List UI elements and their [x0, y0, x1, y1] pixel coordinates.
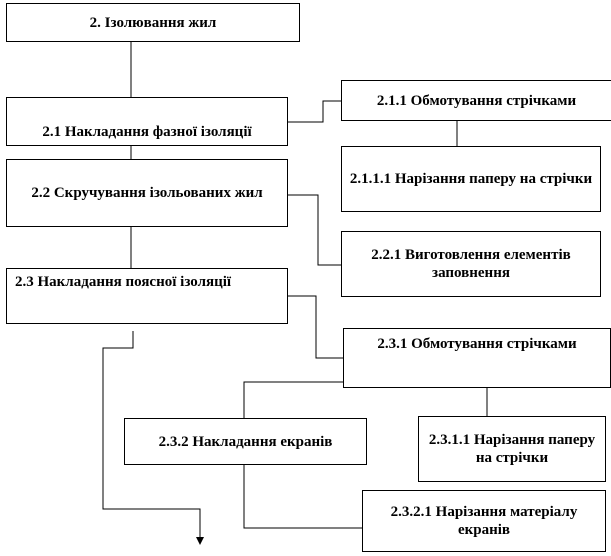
node-2-2-1: 2.2.1 Виготовлення елементів заповнення — [341, 231, 601, 297]
node-2-3-1: 2.3.1 Обмотування стрічками — [343, 328, 611, 388]
connector-2-2-to-2-2-1 — [288, 195, 341, 265]
connector-2-3-to-2-3-1 — [288, 296, 343, 358]
node-2-3-2-1: 2.3.2.1 Нарізання матеріалу екранів — [362, 490, 606, 552]
connector-2-3-1-to-2-3-2 — [244, 382, 343, 418]
node-2-3-2: 2.3.2 Накладання екранів — [124, 418, 367, 465]
node-2-1-1: 2.1.1 Обмотування стрічками — [341, 80, 611, 121]
node-2-2: 2.2 Скручування ізольованих жил — [6, 159, 288, 227]
connector-2-1-to-2-1-1 — [288, 101, 341, 122]
node-2: 2. Ізолювання жил — [6, 3, 300, 42]
node-2-1-1-1: 2.1.1.1 Нарізання паперу на стрічки — [341, 146, 601, 212]
node-2-1: 2.1 Накладання фазної ізоляції — [6, 97, 288, 146]
node-2-3-1-1: 2.3.1.1 Нарізання паперу на стрічки — [418, 416, 606, 482]
node-2-3: 2.3 Накладання поясної ізоляції — [6, 268, 288, 324]
connector-2-3-2-to-2-3-2-1 — [244, 465, 362, 528]
